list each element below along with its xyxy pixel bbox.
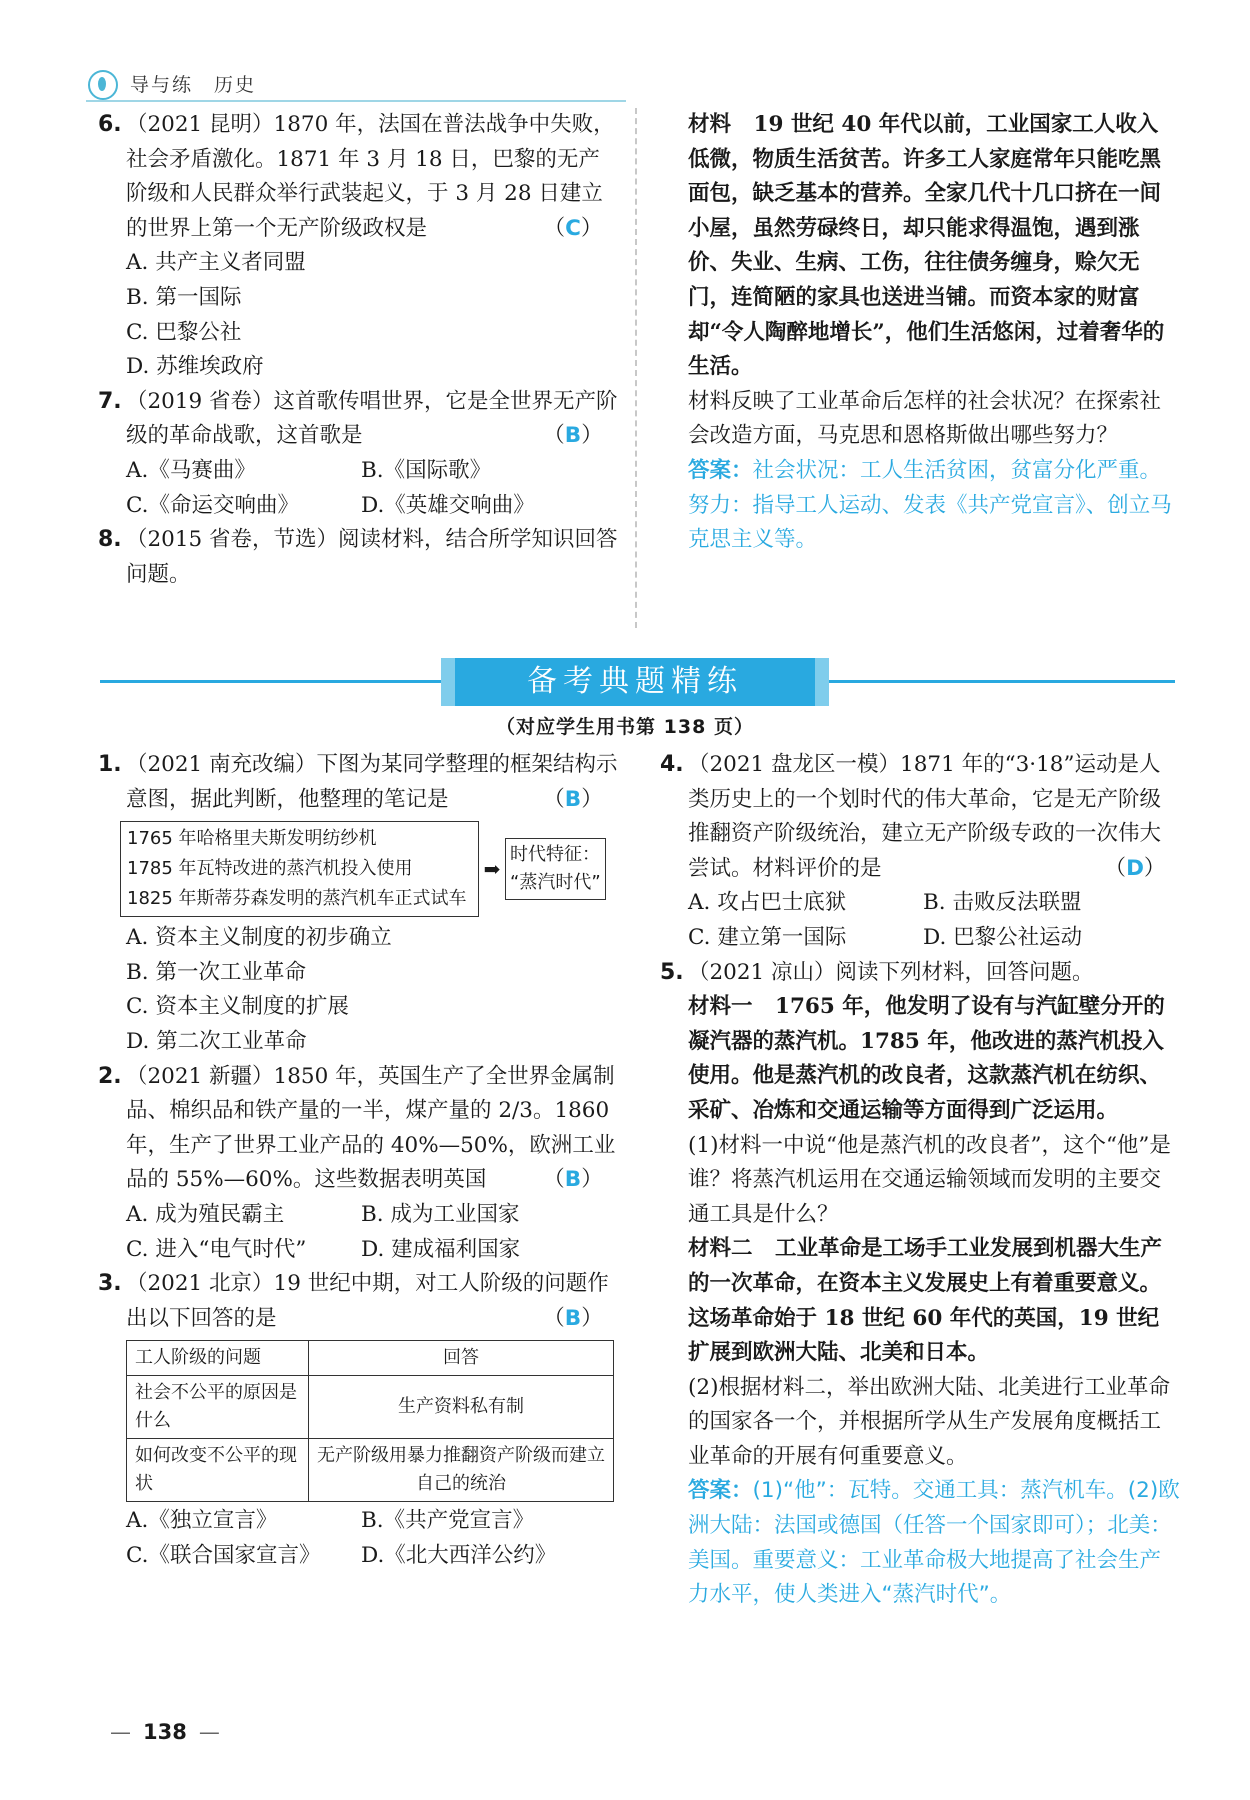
- sub-question-1: (1)材料一中说“他是蒸汽机的改良者”，这个“他”是谁？将蒸汽机运用在交通运输领域而发明的主要交通工具是什么？: [688, 1132, 1171, 1227]
- option: B. 击败反法联盟: [923, 890, 1082, 916]
- material-one: [660, 990, 1180, 1128]
- qa-table: [126, 1340, 614, 1502]
- option: A.《独立宣言》: [126, 1508, 278, 1534]
- option: D.《北大西洋公约》: [361, 1542, 557, 1568]
- running-header: 导与练 历史: [130, 74, 257, 96]
- answer-text: (1)“他”：瓦特。交通工具：蒸汽机车。(2)欧洲大陆：法国或德国（任答一个国家即可）；北美：美国。重要意义：工业革命极大地提高了社会生产力水平，使人类进入“蒸汽时代”。: [688, 1478, 1180, 1608]
- option: A. 共产主义者同盟: [126, 250, 306, 276]
- question-text: 材料反映了工业革命后怎样的社会状况？在探索社会改造方面，马克思和恩格斯做出哪些努力？: [688, 388, 1162, 449]
- question-number: 4.: [660, 752, 684, 777]
- option: A. 资本主义制度的初步确立: [126, 925, 392, 951]
- question-2: [98, 1060, 618, 1198]
- framework-line: 1765 年哈格里夫斯发明纺纱机: [127, 828, 377, 850]
- table-cell: 社会不公平的原因是什么: [127, 1376, 309, 1439]
- question-text: （2021 南充改编）下图为某同学整理的框架结构示意图，据此判断，他整理的笔记是: [126, 752, 618, 812]
- question-6: [98, 108, 618, 246]
- bottom-left-column: [98, 748, 618, 1574]
- question-number: 7.: [98, 388, 122, 414]
- answer-paren: （C）: [543, 215, 603, 241]
- answer-label: 答案：: [688, 457, 753, 483]
- question-text: （2019 省卷）这首歌传唱世界，它是全世界无产阶级的革命战歌，这首歌是: [126, 388, 618, 449]
- option: C.《联合国家宣言》: [126, 1542, 321, 1568]
- option-row: [98, 489, 618, 524]
- answer-paren: （B）: [543, 423, 603, 449]
- option: B.《共产党宣言》: [361, 1508, 535, 1534]
- option-row: [98, 1198, 618, 1233]
- page-number: — 138 —: [110, 1720, 220, 1744]
- option-row: [98, 1504, 618, 1539]
- option: B. 第一次工业革命: [126, 959, 306, 985]
- option-row: [98, 1539, 618, 1574]
- result-line: “蒸汽时代”: [510, 872, 601, 894]
- answer-letter: C: [565, 215, 581, 241]
- answer-letter: B: [564, 1167, 582, 1193]
- option: A. 攻占巴士底狱: [688, 890, 847, 916]
- question-text: （2021 盘龙区一模）1871 年的“3·18”运动是人类历史上的一个划时代的伟大革命，它是无产阶级推翻资产阶级统治，建立无产阶级专政的一次伟大尝试。材料评价的是: [688, 752, 1162, 881]
- framework-result: [505, 838, 606, 900]
- question-text: （2015 省卷，节选）阅读材料，结合所学知识回答问题。: [126, 527, 618, 587]
- material-text: 工业革命是工场手工业发展到机器大生产的一次革命，在资本主义发展史上有着重要意义。这场革命始于 18 世纪 60 年代的英国，19 世纪扩展到欧洲大陆、北美和日本。: [688, 1236, 1162, 1366]
- result-line: 时代特征：: [510, 844, 600, 866]
- answer-text: 社会状况：工人生活贫困，贫富分化严重。努力：指导工人运动、发表《共产党宣言》、创立马克思主义等。: [688, 457, 1172, 553]
- answer-paren: （B）: [543, 786, 603, 812]
- table-cell: 生产资料私有制: [309, 1376, 614, 1439]
- option: C. 资本主义制度的扩展: [126, 994, 349, 1020]
- table-cell: 如何改变不公平的现状: [127, 1439, 309, 1502]
- question-text: （2021 北京）19 世纪中期，对工人阶级的问题作出以下回答的是: [126, 1271, 609, 1331]
- question-number: 8.: [98, 527, 122, 553]
- question-3: [98, 1267, 618, 1336]
- option-row: [98, 1233, 618, 1268]
- answer-letter: B: [564, 423, 582, 449]
- table-row: [127, 1439, 614, 1502]
- question-number: 5.: [660, 959, 684, 985]
- option-row: [660, 921, 1180, 956]
- option: A.《马赛曲》: [126, 457, 256, 483]
- answer-label: 答案：: [688, 1478, 753, 1504]
- option: C. 巴黎公社: [126, 319, 242, 345]
- table-cell: 无产阶级用暴力推翻资产阶级而建立自己的统治: [309, 1439, 614, 1502]
- question-number: 2.: [98, 1063, 122, 1089]
- option: D.《英雄交响曲》: [361, 492, 535, 518]
- question-8: [98, 523, 618, 592]
- table-row: [127, 1376, 614, 1439]
- table-header: 回答: [309, 1341, 614, 1376]
- question-number: 1.: [98, 752, 122, 777]
- question-7: [98, 385, 618, 454]
- book-logo-icon: [88, 70, 118, 100]
- option: D. 苏维埃政府: [126, 354, 264, 380]
- material-label: 材料一: [688, 994, 753, 1020]
- top-right-column: [688, 108, 1178, 558]
- column-divider: [635, 108, 637, 628]
- option: D. 巴黎公社运动: [923, 924, 1083, 950]
- option: D. 建成福利国家: [361, 1236, 521, 1262]
- top-left-column: [98, 108, 618, 592]
- header-rule: [86, 100, 626, 102]
- answer-paren: （B）: [543, 1167, 603, 1193]
- question-1: [98, 748, 618, 817]
- question-number: 3.: [98, 1271, 122, 1297]
- table-header: 工人阶级的问题: [127, 1341, 309, 1376]
- question-text: （2021 昆明）1870 年，法国在普法战争中失败，社会矛盾激化。1871 年 3 月 18 日，巴黎的无产阶级和人民群众举行武装起义，于 3 月 28 日建立的世界上第一个无产阶级政权是: [126, 112, 615, 241]
- section-banner: 备考典题精练: [455, 658, 815, 706]
- option: B. 成为工业国家: [361, 1201, 520, 1227]
- material-block: [688, 108, 1178, 385]
- table-header-row: [127, 1341, 614, 1376]
- material-text: 19 世纪 40 年代以前，工业国家工人收入低微，物质生活贫苦。许多工人家庭常年只能吃黑面包，缺乏基本的营养。全家几代十几口挤在一间小屋，虽然劳碌终日，却只能求得温饱，遇到涨价、失业、生病、工伤，往往债务缠身，赊欠无门，连简陋的家具也送进当铺。而资本家的财富却“令人陶醉地增长”，他们生活悠闲，过着奢华的生活。: [688, 112, 1165, 380]
- option: B. 第一国际: [126, 284, 242, 310]
- material-two: [660, 1232, 1180, 1370]
- material-label: 材料: [688, 112, 732, 137]
- framework-diagram: [120, 821, 618, 917]
- arrow-right-icon: ➡: [483, 856, 501, 881]
- answer-paren: （B）: [543, 1305, 603, 1331]
- option: C. 建立第一国际: [688, 924, 847, 950]
- material-label: 材料二: [688, 1236, 753, 1262]
- answer-letter: B: [564, 786, 582, 812]
- sub-question-2: (2)根据材料二，举出欧洲大陆、北美进行工业革命的国家各一个，并根据所学从生产发展角度概括工业革命的开展有何重要意义。: [688, 1374, 1170, 1469]
- question-number: 6.: [98, 112, 122, 137]
- question-text: （2021 凉山）阅读下列材料，回答问题。: [688, 959, 1094, 985]
- answer-block: [688, 454, 1178, 558]
- question-4: [660, 748, 1180, 886]
- question-text: （2021 新疆）1850 年，英国生产了全世界金属制品、棉织品和铁产量的一半，煤产量的 2/3。1860 年，生产了世界工业产品的 40%—50%，欧洲工业品的 55%—60%。这些数据表明英国: [126, 1063, 616, 1193]
- answer-block: [660, 1474, 1180, 1612]
- option: D. 第二次工业革命: [126, 1028, 307, 1054]
- framework-line: 1785 年瓦特改进的蒸汽机投入使用: [127, 858, 413, 880]
- bottom-right-column: [660, 748, 1180, 1613]
- answer-paren: （D）: [1104, 855, 1166, 881]
- answer-letter: D: [1126, 855, 1144, 881]
- answer-letter: B: [564, 1305, 582, 1331]
- material-text: 1765 年，他发明了设有与汽缸壁分开的凝汽器的蒸汽机。1785 年，他改进的蒸汽机投入使用。他是蒸汽机的改良者，这款蒸汽机在纺织、采矿、冶炼和交通运输等方面得到广泛运用。: [688, 994, 1165, 1123]
- option-row: [660, 886, 1180, 921]
- option: A. 成为殖民霸主: [126, 1201, 285, 1227]
- option: C.《命运交响曲》: [126, 492, 300, 518]
- framework-line: 1825 年斯蒂芬森发明的蒸汽机车正式试车: [127, 888, 467, 910]
- section-subtitle: （对应学生用书第 138 页）: [496, 716, 754, 738]
- option-row: [98, 454, 618, 489]
- question-5: [660, 956, 1180, 991]
- framework-box: [120, 821, 479, 917]
- option: B.《国际歌》: [361, 457, 492, 483]
- option: C. 进入“电气时代”: [126, 1236, 307, 1262]
